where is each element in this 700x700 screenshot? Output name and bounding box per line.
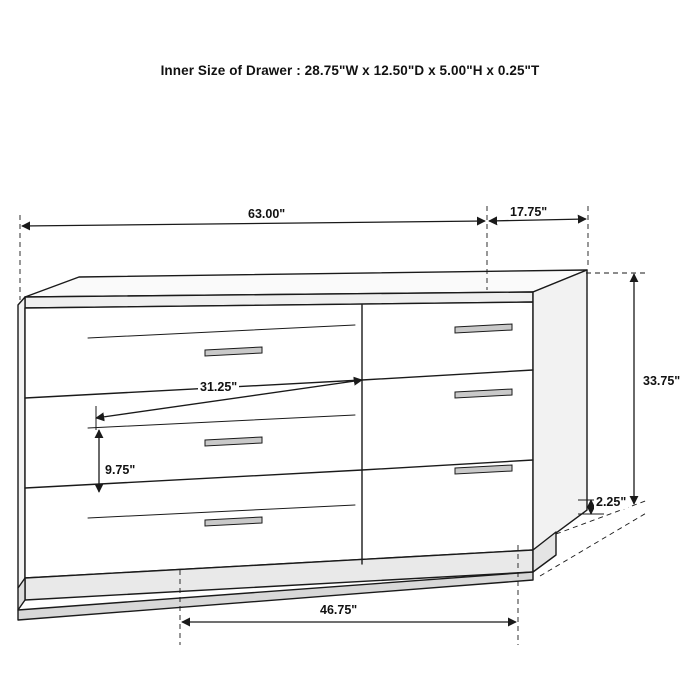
dresser-body [18,270,587,620]
dim-label-drawer-inner-width: 31.25" [200,380,238,394]
dim-label-base-height: 2.25" [596,495,627,509]
dresser-right-side [533,270,587,550]
dim-depth-top-line [489,219,586,221]
dim-label-drawer-front-height: 9.75" [105,463,136,477]
dresser-left-side [18,297,25,588]
dim-width-overall-line [22,221,485,226]
dim-label-base-width: 46.75" [320,603,358,617]
page-title: Inner Size of Drawer : 28.75"W x 12.50"D x 5.00"H x 0.25"T [160,63,540,78]
dim-label-width-overall: 63.00" [248,207,286,221]
dim-label-height-overall: 33.75" [643,374,681,388]
dresser-front-face [25,302,533,578]
dim-label-depth-top: 17.75" [510,205,548,219]
